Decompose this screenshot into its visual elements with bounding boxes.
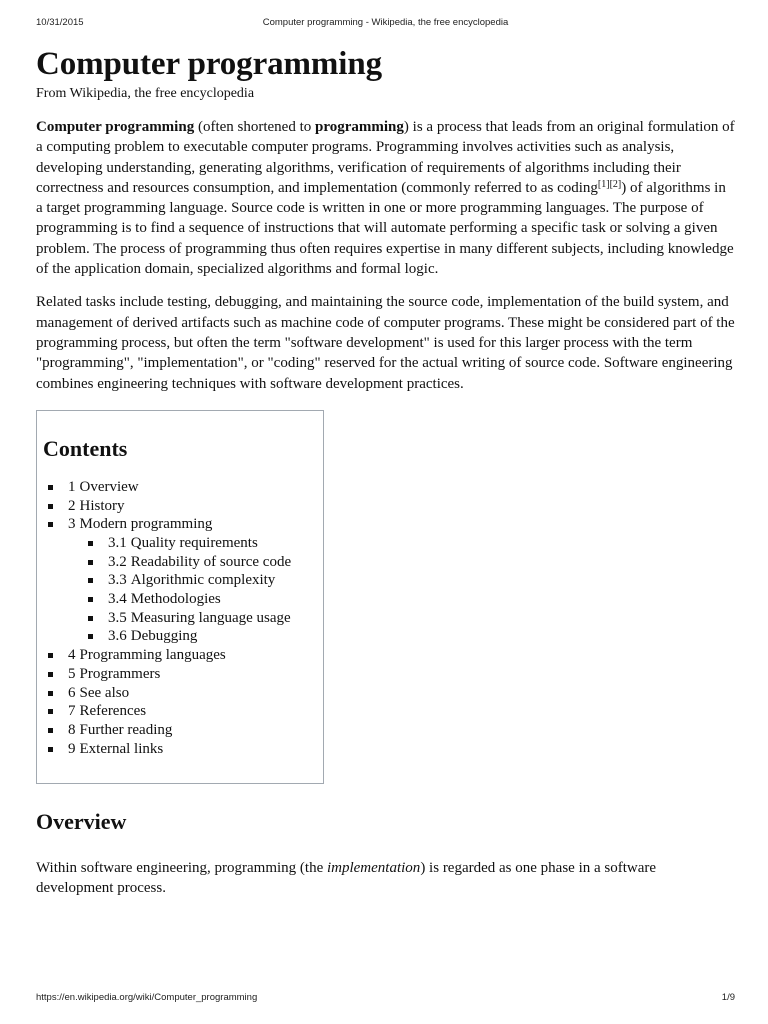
toc-item[interactable] [68,478,323,497]
print-date: 10/31/2015 [36,17,84,28]
toc-subitem-label[interactable]: Quality requirements [130,534,258,551]
toc-list [43,478,323,759]
toc-subitem-number: 3.5 [108,609,127,626]
intro-paragraph [36,117,736,279]
toc-subitem[interactable] [108,553,323,572]
bullet-icon [48,728,53,733]
toc-subitem[interactable] [108,627,323,646]
toc-item-number: 4 [68,647,76,664]
bullet-icon [88,597,93,602]
toc-subitem-label[interactable]: Debugging [130,628,198,645]
toc-subitem-label[interactable]: Methodologies [130,591,221,608]
toc-subitem-number: 3.1 [108,534,127,551]
toc-item-number: 3 [68,516,76,533]
toc-subitem-number: 3.2 [108,553,127,570]
toc-item-label[interactable]: Overview [79,478,139,495]
toc-item[interactable] [68,740,323,759]
bullet-icon [48,672,53,677]
toc-item[interactable] [68,515,323,534]
toc-item-number: 1 [68,478,76,495]
overview-paragraph [36,858,736,899]
overview-heading: Overview [36,808,127,834]
bullet-icon [88,578,93,583]
intro-text-1: (often shortened to [194,119,316,135]
page-title: Computer programming [36,46,383,82]
bullet-icon [48,504,53,509]
toc-sublist [68,534,323,646]
page-subtitle: From Wikipedia, the free encyclopedia [36,86,255,101]
toc-item-label[interactable]: Modern programming [79,516,213,533]
intro-text-2: ) is a process that leads from an original formulation of a computing problem to executable computer programs. Programming involves activities such as analysis, developing understanding, generating algorithms, verification of requirements of algorithms including their correctness and resources consumption, and implementation (commonly referred to as coding [36,119,735,196]
print-page-number: 1/9 [721,992,735,1003]
bullet-icon [48,653,53,658]
citation-link-1[interactable]: [1] [597,178,610,190]
toc-subitem[interactable] [108,609,323,628]
toc-item-label[interactable]: References [79,703,147,720]
print-url: https://en.wikipedia.org/wiki/Computer_programming [36,992,258,1003]
toc-item[interactable] [68,646,323,665]
toc-item-label[interactable]: External links [79,740,164,757]
toc-subitem-number: 3.3 [108,572,127,589]
toc-subitem-label[interactable]: Readability of source code [130,553,292,570]
bullet-icon [48,747,53,752]
toc-subitem-number: 3.6 [108,628,127,645]
toc-item-number: 9 [68,740,76,757]
bullet-icon [48,709,53,714]
bullet-icon [88,541,93,546]
print-header [36,17,735,31]
toc-subitem-number: 3.4 [108,591,127,608]
table-of-contents [36,410,324,784]
toc-subitem-label[interactable]: Measuring language usage [130,609,291,626]
citation-link-2[interactable]: [2] [609,178,622,190]
toc-item[interactable] [68,721,323,740]
toc-item[interactable] [68,702,323,721]
toc-item-label[interactable]: See also [79,684,130,701]
toc-item[interactable] [68,497,323,516]
intro-bold-short: programming [315,119,404,135]
toc-item[interactable] [68,684,323,703]
bullet-icon [48,691,53,696]
bullet-icon [48,522,53,527]
bullet-icon [48,485,53,490]
toc-title: Contents [43,435,128,461]
toc-item-number: 2 [68,497,76,514]
article-content [36,44,736,898]
bullet-icon [88,560,93,565]
toc-item-label[interactable]: Programmers [79,665,161,682]
toc-item-label[interactable]: Programming languages [79,647,226,664]
print-footer [36,992,735,1006]
bullet-icon [88,634,93,639]
toc-item-number: 7 [68,703,76,720]
toc-subitem[interactable] [108,534,323,553]
toc-item-number: 6 [68,684,76,701]
toc-subitem[interactable] [108,590,323,609]
toc-subitem-label[interactable]: Algorithmic complexity [130,572,276,589]
toc-item-number: 8 [68,722,76,738]
toc-item-label[interactable]: History [79,497,125,514]
intro-text-3: ) of algorithms in a target programming language. Source code is written in one or more programming languages. The purpose of programming is to find a sequence of instructions that will automate performing a specific task or solving a given problem. The process of programming thus often requires expertise in many different subjects, including knowledge of the application domain, specialized algorithms and formal logic. [36,179,734,278]
toc-item-label[interactable]: Further reading [79,722,173,738]
toc-item-number: 5 [68,665,76,682]
related-paragraph: Related tasks include testing, debugging, and maintaining the source code, implementation of the build system, and management of derived artifacts such as machine code of computer programs. These might be considered part of the programming process, but often the term "software development" is used for this larger process with the term "programming", "implementation", or "coding" reserved for the actual writing of source code. Software engineering combines engineering techniques with software development practices. [36,294,735,392]
intro-bold-term: Computer programming [36,119,195,135]
overview-text-2: ) is regarded as one phase in a software development process. [36,859,657,897]
overview-text-1: Within software engineering, programming (the [36,859,327,876]
bullet-icon [88,616,93,621]
toc-subitem[interactable] [108,571,323,590]
toc-item[interactable] [68,665,323,684]
overview-italic: implementation [326,859,421,876]
print-page-title: Computer programming - Wikipedia, the free encyclopedia [262,17,509,28]
